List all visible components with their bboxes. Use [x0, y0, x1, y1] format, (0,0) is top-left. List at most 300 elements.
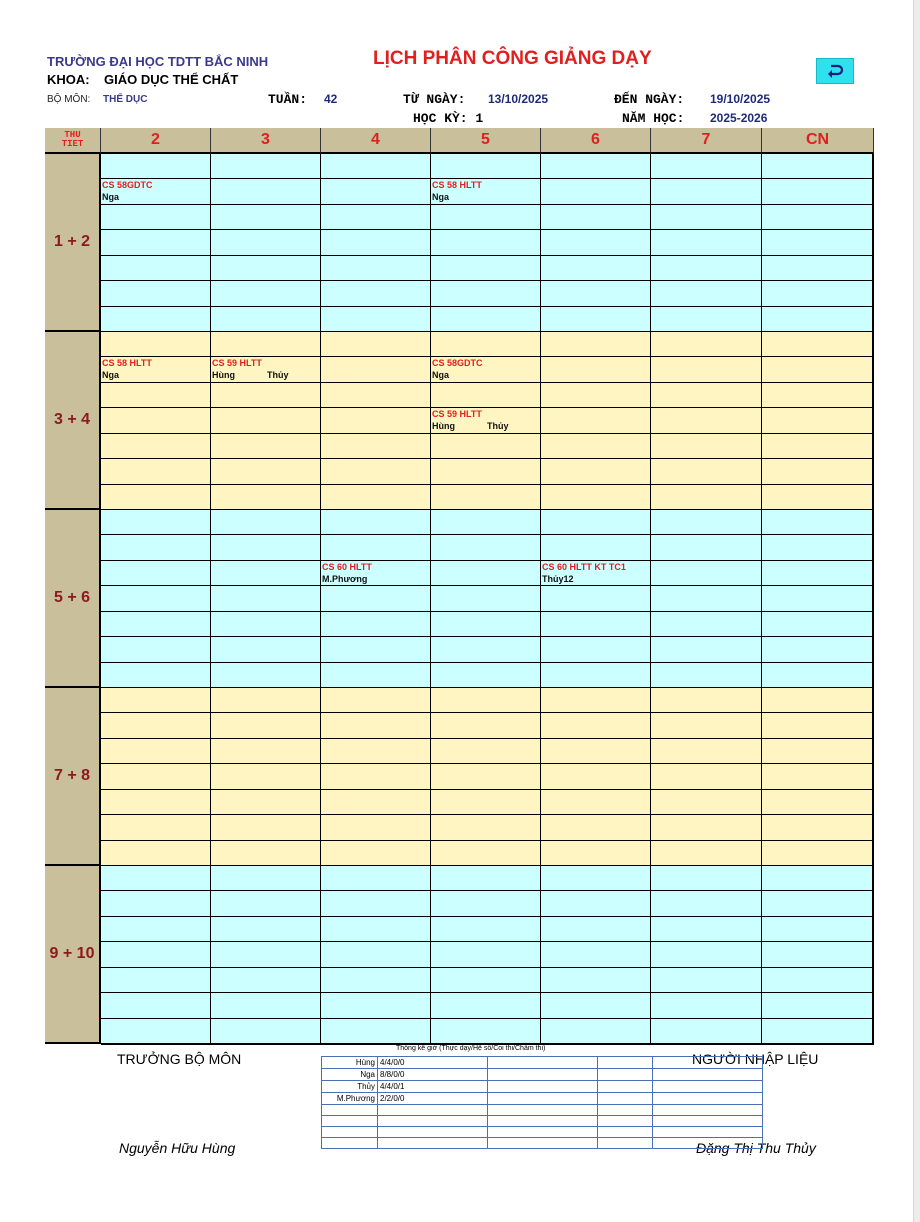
schedule-cell[interactable]	[211, 561, 321, 586]
schedule-cell[interactable]	[762, 154, 874, 179]
schedule-cell[interactable]	[211, 459, 321, 484]
schedule-cell[interactable]	[321, 1019, 431, 1045]
data-entry-title: NGƯỜI NHẬP LIỆU	[692, 1051, 819, 1067]
schedule-cell[interactable]	[431, 383, 541, 408]
schedule-cell[interactable]	[762, 357, 874, 382]
stats-empty-cell	[598, 1138, 653, 1149]
schedule-cell[interactable]	[431, 307, 541, 333]
schedule-cell[interactable]	[101, 891, 211, 916]
schedule-cell[interactable]	[101, 561, 211, 586]
schedule-cell[interactable]	[431, 663, 541, 689]
schedule-cell[interactable]	[211, 205, 321, 230]
schedule-cell[interactable]	[541, 561, 651, 586]
schedule-cell[interactable]	[321, 815, 431, 840]
schedule-cell[interactable]	[101, 383, 211, 408]
schedule-cell[interactable]	[321, 357, 431, 382]
schedule-cell[interactable]	[101, 688, 211, 713]
schedule-cell[interactable]	[431, 256, 541, 281]
schedule-cell[interactable]	[541, 739, 651, 764]
schedule-cell[interactable]	[101, 205, 211, 230]
schedule-cell[interactable]	[762, 891, 874, 916]
schedule-cell[interactable]	[541, 790, 651, 815]
schedule-cell[interactable]	[101, 307, 211, 333]
schedule-cell[interactable]	[541, 332, 651, 357]
class-code: CS 60 HLTT	[322, 561, 372, 572]
schedule-cell[interactable]	[211, 256, 321, 281]
second-teacher-name: Thủy	[487, 421, 509, 432]
schedule-cell[interactable]	[431, 485, 541, 511]
dept-value: THỂ DỤC	[103, 94, 148, 105]
schedule-cell[interactable]	[762, 256, 874, 281]
schedule-cell[interactable]	[762, 459, 874, 484]
schedule-cell[interactable]	[321, 663, 431, 689]
schedule-cell[interactable]	[541, 357, 651, 382]
schedule-cell[interactable]	[651, 357, 762, 382]
stats-teacher-name: M.Phương	[322, 1093, 378, 1105]
schedule-cell[interactable]	[651, 485, 762, 511]
schedule-cell[interactable]	[541, 535, 651, 560]
schedule-cell[interactable]	[762, 332, 874, 357]
schedule-cell[interactable]	[651, 790, 762, 815]
dept-head-name: Nguyễn Hữu Hùng	[119, 1140, 236, 1156]
schedule-cell[interactable]	[762, 993, 874, 1018]
schedule-cell[interactable]	[431, 993, 541, 1018]
stats-empty-cell	[488, 1093, 598, 1105]
schedule-cell[interactable]	[651, 637, 762, 662]
data-entry-name: Đặng Thị Thu Thủy	[696, 1140, 816, 1156]
schedule-cell[interactable]	[101, 942, 211, 967]
day-header: 5	[431, 128, 541, 154]
schedule-cell[interactable]	[651, 561, 762, 586]
schedule-cell[interactable]	[211, 942, 321, 967]
schedule-cell[interactable]	[431, 739, 541, 764]
schedule-cell[interactable]	[101, 1019, 211, 1045]
term-label: HỌC KỲ: 1	[413, 111, 484, 126]
schedule-cell[interactable]	[541, 586, 651, 611]
schedule-cell[interactable]	[321, 968, 431, 993]
schedule-cell[interactable]	[101, 739, 211, 764]
schedule-cell[interactable]	[762, 917, 874, 942]
schedule-cell[interactable]	[321, 154, 431, 179]
schedule-cell[interactable]	[101, 230, 211, 255]
schedule-cell[interactable]	[321, 179, 431, 204]
schedule-cell[interactable]	[211, 154, 321, 179]
schedule-cell[interactable]	[321, 281, 431, 306]
stats-caption: Thống kê giờ (Thực dạy/Hệ số/Coi thi/Chấm thi)	[396, 1045, 546, 1052]
schedule-cell[interactable]	[321, 383, 431, 408]
schedule-cell[interactable]	[101, 281, 211, 306]
schedule-cell[interactable]	[651, 154, 762, 179]
schedule-cell[interactable]	[762, 713, 874, 738]
schedule-cell[interactable]	[651, 205, 762, 230]
schedule-cell[interactable]	[651, 891, 762, 916]
stats-empty-cell	[488, 1057, 598, 1069]
schedule-cell[interactable]	[431, 561, 541, 586]
schedule-cell[interactable]	[431, 612, 541, 637]
schedule-cell[interactable]	[101, 459, 211, 484]
schedule-cell[interactable]	[321, 713, 431, 738]
schedule-grid	[45, 128, 874, 1044]
schedule-cell[interactable]	[651, 535, 762, 560]
schedule-cell[interactable]	[762, 866, 874, 891]
teacher-name: Nga	[102, 192, 120, 203]
schedule-cell[interactable]	[762, 764, 874, 789]
schedule-cell[interactable]	[762, 968, 874, 993]
stats-empty-cell	[598, 1127, 653, 1138]
stats-empty-cell	[488, 1081, 598, 1093]
teacher-name: Hùng	[432, 421, 455, 432]
stats-empty-cell	[488, 1127, 598, 1138]
schedule-cell[interactable]	[321, 942, 431, 967]
schedule-cell[interactable]	[541, 841, 651, 867]
schedule-cell[interactable]	[431, 764, 541, 789]
schedule-cell[interactable]	[541, 968, 651, 993]
schedule-cell[interactable]	[541, 942, 651, 967]
schedule-cell[interactable]	[211, 1019, 321, 1045]
schedule-cell[interactable]	[211, 535, 321, 560]
schedule-cell[interactable]	[651, 281, 762, 306]
schedule-cell[interactable]	[651, 510, 762, 535]
schedule-cell[interactable]	[321, 561, 431, 586]
stats-empty-cell	[653, 1057, 763, 1069]
schedule-cell[interactable]	[651, 993, 762, 1018]
schedule-cell[interactable]	[101, 357, 211, 382]
schedule-cell[interactable]	[541, 179, 651, 204]
schedule-cell[interactable]	[211, 637, 321, 662]
schedule-cell[interactable]	[431, 510, 541, 535]
schedule-cell[interactable]	[101, 612, 211, 637]
day-header: 6	[541, 128, 651, 154]
schedule-cell[interactable]	[101, 510, 211, 535]
schedule-cell[interactable]	[321, 917, 431, 942]
schedule-cell[interactable]	[321, 485, 431, 511]
stats-row	[322, 1093, 763, 1105]
schedule-cell[interactable]	[762, 561, 874, 586]
schedule-cell[interactable]	[431, 637, 541, 662]
week-value: 42	[324, 92, 338, 106]
second-teacher-name: Thủy	[267, 370, 289, 381]
schedule-cell[interactable]	[321, 688, 431, 713]
schedule-cell[interactable]	[762, 485, 874, 511]
page-title: LỊCH PHÂN CÔNG GIẢNG DẠY	[373, 48, 652, 69]
schedule-cell[interactable]	[321, 764, 431, 789]
schedule-cell[interactable]	[762, 205, 874, 230]
schedule-cell[interactable]	[431, 917, 541, 942]
schedule-cell[interactable]	[211, 434, 321, 459]
schedule-cell[interactable]	[321, 459, 431, 484]
period-label: 7 + 8	[45, 688, 101, 866]
schedule-cell[interactable]	[101, 764, 211, 789]
schedule-cell[interactable]	[101, 663, 211, 689]
schedule-cell[interactable]	[541, 688, 651, 713]
schedule-cell[interactable]	[651, 917, 762, 942]
schedule-cell[interactable]	[762, 230, 874, 255]
schedule-cell[interactable]	[541, 612, 651, 637]
schedule-cell[interactable]	[321, 612, 431, 637]
schedule-cell[interactable]	[211, 332, 321, 357]
schedule-cell[interactable]	[541, 383, 651, 408]
schedule-cell[interactable]	[431, 891, 541, 916]
schedule-cell[interactable]	[321, 307, 431, 333]
schedule-cell[interactable]	[651, 434, 762, 459]
schedule-cell[interactable]	[101, 993, 211, 1018]
schedule-cell[interactable]	[651, 815, 762, 840]
schedule-cell[interactable]	[211, 383, 321, 408]
schedule-cell[interactable]	[762, 281, 874, 306]
schedule-cell[interactable]	[431, 942, 541, 967]
schedule-cell[interactable]	[211, 917, 321, 942]
stats-hours-value: 4/4/0/1	[378, 1081, 488, 1093]
schedule-cell[interactable]	[211, 968, 321, 993]
schedule-cell[interactable]	[651, 408, 762, 433]
schedule-cell[interactable]	[101, 815, 211, 840]
schedule-cell[interactable]	[541, 205, 651, 230]
schedule-cell[interactable]	[211, 790, 321, 815]
schedule-cell[interactable]	[541, 281, 651, 306]
schedule-cell[interactable]	[321, 891, 431, 916]
schedule-cell[interactable]	[101, 485, 211, 511]
schedule-cell[interactable]	[211, 586, 321, 611]
schedule-cell[interactable]	[211, 866, 321, 891]
schedule-cell[interactable]	[431, 790, 541, 815]
schedule-cell[interactable]	[541, 510, 651, 535]
schedule-cell[interactable]	[651, 663, 762, 689]
period-label: 1 + 2	[45, 154, 101, 332]
schedule-cell[interactable]	[541, 154, 651, 179]
schedule-cell[interactable]	[541, 459, 651, 484]
schedule-cell[interactable]	[321, 332, 431, 357]
schedule-cell[interactable]	[101, 637, 211, 662]
schedule-cell[interactable]	[211, 764, 321, 789]
schedule-cell[interactable]	[762, 535, 874, 560]
schedule-cell[interactable]	[431, 154, 541, 179]
schedule-cell[interactable]	[211, 713, 321, 738]
schedule-cell[interactable]	[541, 637, 651, 662]
schedule-cell[interactable]	[321, 586, 431, 611]
stats-row	[322, 1116, 763, 1127]
schedule-cell[interactable]	[762, 307, 874, 333]
teacher-name: M.Phương	[322, 573, 368, 584]
schedule-cell[interactable]	[762, 637, 874, 662]
stats-empty-cell	[598, 1105, 653, 1116]
schedule-cell[interactable]	[651, 942, 762, 967]
schedule-cell[interactable]	[211, 281, 321, 306]
schedule-cell[interactable]	[321, 510, 431, 535]
schedule-cell[interactable]	[321, 739, 431, 764]
schedule-cell[interactable]	[101, 179, 211, 204]
schedule-cell[interactable]	[101, 332, 211, 357]
schedule-cell[interactable]	[431, 586, 541, 611]
schedule-cell[interactable]	[651, 612, 762, 637]
schedule-cell[interactable]	[431, 332, 541, 357]
schedule-cell[interactable]	[321, 434, 431, 459]
schedule-cell[interactable]	[431, 815, 541, 840]
schedule-cell[interactable]	[651, 764, 762, 789]
schedule-cell[interactable]	[211, 993, 321, 1018]
stats-row	[322, 1138, 763, 1149]
schedule-cell[interactable]	[321, 205, 431, 230]
schedule-cell[interactable]	[101, 713, 211, 738]
schedule-cell[interactable]	[651, 256, 762, 281]
schedule-cell[interactable]	[431, 866, 541, 891]
schedule-cell[interactable]	[211, 739, 321, 764]
schedule-cell[interactable]	[762, 663, 874, 689]
schedule-cell[interactable]	[541, 1019, 651, 1045]
schedule-cell[interactable]	[651, 1019, 762, 1045]
from-date-label: TỪ NGÀY:	[403, 92, 466, 107]
schedule-cell[interactable]	[431, 535, 541, 560]
schedule-cell[interactable]	[762, 612, 874, 637]
day-header: 4	[321, 128, 431, 154]
schedule-cell[interactable]	[321, 535, 431, 560]
schedule-cell[interactable]	[431, 205, 541, 230]
schedule-cell[interactable]	[211, 408, 321, 433]
schedule-cell[interactable]	[651, 332, 762, 357]
schedule-cell[interactable]	[101, 154, 211, 179]
schedule-cell[interactable]	[101, 917, 211, 942]
stats-hours-value: 8/8/0/0	[378, 1069, 488, 1081]
dept-head-title: TRƯỞNG BỘ MÔN	[117, 1051, 242, 1067]
schedule-cell[interactable]	[431, 1019, 541, 1045]
page-edge	[913, 0, 920, 1222]
schedule-cell[interactable]	[541, 408, 651, 433]
schedule-cell[interactable]	[541, 485, 651, 511]
stats-empty-cell	[598, 1116, 653, 1127]
schedule-cell[interactable]	[431, 968, 541, 993]
schedule-cell[interactable]	[101, 408, 211, 433]
schedule-cell[interactable]	[541, 891, 651, 916]
schedule-cell[interactable]	[651, 586, 762, 611]
schedule-cell[interactable]	[541, 256, 651, 281]
schedule-cell[interactable]	[541, 713, 651, 738]
stats-empty-cell	[488, 1105, 598, 1116]
schedule-cell[interactable]	[321, 637, 431, 662]
schedule-cell[interactable]	[321, 993, 431, 1018]
schedule-cell[interactable]	[762, 179, 874, 204]
schedule-cell[interactable]	[211, 510, 321, 535]
schedule-cell[interactable]	[211, 230, 321, 255]
schedule-cell[interactable]	[211, 485, 321, 511]
schedule-cell[interactable]	[321, 256, 431, 281]
schedule-cell[interactable]	[211, 357, 321, 382]
schedule-cell[interactable]	[431, 713, 541, 738]
schedule-cell[interactable]	[762, 383, 874, 408]
schedule-cell[interactable]	[101, 968, 211, 993]
schedule-cell[interactable]	[541, 815, 651, 840]
schedule-cell[interactable]	[431, 357, 541, 382]
schedule-cell[interactable]	[101, 841, 211, 867]
corner-header	[45, 128, 101, 154]
schedule-cell[interactable]	[651, 841, 762, 867]
schedule-cell[interactable]	[651, 713, 762, 738]
schedule-cell[interactable]	[101, 866, 211, 891]
schedule-cell[interactable]	[541, 866, 651, 891]
schedule-cell[interactable]	[211, 815, 321, 840]
schedule-cell[interactable]	[321, 866, 431, 891]
schedule-cell[interactable]	[101, 790, 211, 815]
schedule-cell[interactable]	[651, 866, 762, 891]
schedule-cell[interactable]	[762, 434, 874, 459]
schedule-cell[interactable]	[762, 408, 874, 433]
schedule-cell[interactable]	[211, 841, 321, 867]
day-header: 2	[101, 128, 211, 154]
corner-day-label: THU	[64, 130, 81, 140]
schedule-cell[interactable]	[431, 230, 541, 255]
schedule-cell[interactable]	[431, 841, 541, 867]
schedule-cell[interactable]	[762, 510, 874, 535]
to-date-value: 19/10/2025	[710, 92, 771, 106]
schedule-cell[interactable]	[762, 688, 874, 713]
schedule-cell[interactable]	[321, 790, 431, 815]
stats-empty-cell	[653, 1093, 763, 1105]
schedule-cell[interactable]	[101, 256, 211, 281]
schedule-cell[interactable]	[431, 434, 541, 459]
stats-teacher-name: Thủy	[322, 1081, 378, 1093]
stats-hours-value	[378, 1127, 488, 1138]
schedule-cell[interactable]	[431, 459, 541, 484]
week-label: TUẦN:	[268, 92, 308, 107]
schedule-cell[interactable]	[762, 942, 874, 967]
schedule-cell[interactable]	[101, 586, 211, 611]
schedule-cell[interactable]	[211, 688, 321, 713]
schedule-cell[interactable]	[541, 917, 651, 942]
schedule-cell[interactable]	[211, 612, 321, 637]
schedule-cell[interactable]	[541, 764, 651, 789]
stats-row	[322, 1127, 763, 1138]
schedule-cell[interactable]	[762, 586, 874, 611]
schedule-cell[interactable]	[101, 535, 211, 560]
schedule-cell[interactable]	[541, 663, 651, 689]
schedule-cell[interactable]	[541, 993, 651, 1018]
schedule-cell[interactable]	[211, 891, 321, 916]
stats-empty-cell	[653, 1138, 763, 1149]
stats-empty-cell	[488, 1116, 598, 1127]
schedule-cell[interactable]	[651, 688, 762, 713]
stats-empty-cell	[653, 1069, 763, 1081]
schedule-cell[interactable]	[762, 841, 874, 867]
schedule-cell[interactable]	[541, 230, 651, 255]
schedule-cell[interactable]	[431, 179, 541, 204]
schedule-cell[interactable]	[762, 1019, 874, 1045]
schedule-cell[interactable]	[431, 408, 541, 433]
schedule-cell[interactable]	[651, 230, 762, 255]
schedule-cell[interactable]	[211, 663, 321, 689]
schedule-cell[interactable]	[211, 179, 321, 204]
schedule-cell[interactable]	[762, 739, 874, 764]
dept-label: BỘ MÔN:	[47, 94, 91, 105]
schedule-cell[interactable]	[651, 307, 762, 333]
schedule-cell[interactable]	[211, 307, 321, 333]
schedule-cell[interactable]	[101, 434, 211, 459]
schedule-cell[interactable]	[651, 383, 762, 408]
teacher-name: Nga	[432, 192, 450, 203]
schedule-cell[interactable]	[321, 841, 431, 867]
schedule-cell[interactable]	[321, 230, 431, 255]
schedule-cell[interactable]	[762, 790, 874, 815]
stats-empty-cell	[598, 1081, 653, 1093]
back-button[interactable]	[816, 58, 854, 84]
schedule-cell[interactable]	[541, 307, 651, 333]
schedule-cell[interactable]	[762, 815, 874, 840]
schedule-cell[interactable]	[431, 281, 541, 306]
schedule-cell[interactable]	[651, 739, 762, 764]
schedule-cell[interactable]	[651, 968, 762, 993]
schedule-cell[interactable]	[431, 688, 541, 713]
schedule-cell[interactable]	[541, 434, 651, 459]
schedule-cell[interactable]	[651, 179, 762, 204]
schedule-cell[interactable]	[651, 459, 762, 484]
schedule-cell[interactable]	[321, 408, 431, 433]
